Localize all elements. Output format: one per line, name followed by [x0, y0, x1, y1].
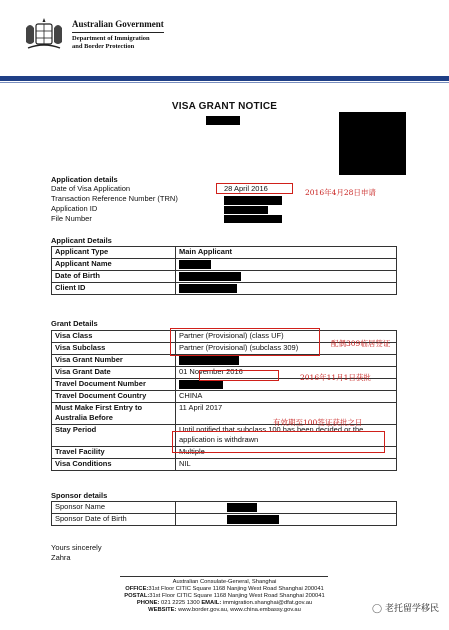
redacted-client-id	[179, 284, 237, 293]
table-row	[52, 355, 397, 367]
redacted-reference	[206, 116, 240, 125]
table-row	[52, 271, 397, 283]
applicant-details-heading: Applicant Details	[51, 236, 112, 245]
stay-period-label: Stay Period	[52, 425, 176, 447]
footer-phone-email: PHONE: 021 2225 1300 EMAIL: immigration.shanghai@dfat.gov.au	[136, 600, 313, 606]
header-bar	[0, 76, 449, 81]
trn-label: Transaction Reference Number (TRN)	[51, 194, 178, 203]
visa-conditions-label: Visa Conditions	[52, 459, 176, 471]
applicant-table	[51, 246, 397, 295]
table-row	[52, 459, 397, 471]
travel-document-country-value: CHINA	[176, 391, 397, 403]
date-of-birth-value	[176, 271, 397, 283]
table-row	[52, 283, 397, 295]
application-details-heading: Application details	[51, 175, 118, 184]
department-name: Department of Immigration and Border Protection	[72, 35, 150, 50]
footer-office: OFFICE:31st Floor CITIC Square 1168 Nanjing West Road Shanghai 200041	[125, 586, 324, 592]
first-entry-value: 11 April 2017	[176, 403, 397, 425]
visa-subclass-value: Partner (Provisional) (subclass 309)	[176, 343, 397, 355]
grant-date-highlight	[199, 370, 279, 381]
chat-icon: ◯	[372, 604, 383, 614]
header-rule	[72, 32, 164, 33]
first-entry-label: Must Make First Entry to Australia Before	[52, 403, 176, 425]
annotation-applied: 2016年4月28日申请	[305, 188, 376, 197]
signoff-name: Zahra	[51, 553, 71, 562]
date-of-birth-label: Date of Birth	[52, 271, 176, 283]
page-title: VISA GRANT NOTICE	[171, 101, 278, 112]
annotation-granted: 2016年11月1日获批	[300, 373, 371, 382]
application-date-value: 28 April 2016	[224, 184, 268, 193]
table-row	[52, 391, 397, 403]
redacted-dob	[179, 272, 241, 281]
travel-document-number-label: Travel Document Number	[52, 379, 176, 391]
sponsor-name-value	[176, 502, 397, 514]
application-id-label: Application ID	[51, 204, 98, 213]
stay-period-value: Until notified that subclass 100 has been decided or the application is withdrawn	[176, 425, 397, 447]
table-row	[52, 247, 397, 259]
redacted-file-number	[224, 215, 282, 223]
travel-facility-value: Multiple	[176, 447, 397, 459]
date-of-application-label: Date of Visa Application	[51, 184, 131, 193]
client-id-label: Client ID	[52, 283, 176, 295]
sponsor-dob-label: Sponsor Date of Birth	[52, 514, 176, 526]
file-number-label: File Number	[51, 214, 92, 223]
redacted-photo	[339, 112, 406, 175]
applicant-type-label: Applicant Type	[52, 247, 176, 259]
annotation-visa-type: 配偶309临居签证	[331, 339, 391, 348]
redacted-trn	[224, 196, 282, 205]
signoff-greeting: Yours sincerely	[51, 543, 102, 552]
visa-grant-number-label: Visa Grant Number	[52, 355, 176, 367]
visa-grant-date-label: Visa Grant Date	[52, 367, 176, 379]
watermark	[372, 601, 439, 614]
redacted-grant-number	[179, 356, 239, 365]
client-id-value	[176, 283, 397, 295]
sponsor-name-label: Sponsor Name	[52, 502, 176, 514]
grant-details-heading: Grant Details	[51, 319, 98, 328]
applicant-name-label: Applicant Name	[52, 259, 176, 271]
visa-subclass-label: Visa Subclass	[52, 343, 176, 355]
stay-period-highlight	[172, 431, 385, 453]
table-row	[52, 259, 397, 271]
header-bar-rule	[0, 82, 449, 83]
visa-grant-date-value: 01 November 2016	[176, 367, 397, 379]
applicant-name-value	[176, 259, 397, 271]
government-name: Australian Government	[72, 19, 164, 29]
sponsor-table	[51, 501, 397, 526]
table-row	[52, 514, 397, 526]
visa-class-highlight	[170, 328, 320, 356]
redacted-application-id	[224, 206, 268, 214]
visa-grant-number-value	[176, 355, 397, 367]
watermark-text: 老托留学移民	[384, 604, 439, 614]
annotation-validity: 有效期至100签证获批之日	[273, 418, 363, 427]
travel-facility-label: Travel Facility	[52, 447, 176, 459]
visa-class-value: Partner (Provisional) (class UF)	[176, 331, 397, 343]
sponsor-details-heading: Sponsor details	[51, 491, 108, 500]
redacted-sponsor-name	[227, 503, 257, 512]
visa-class-label: Visa Class	[52, 331, 176, 343]
footer-website: WEBSITE: www.border.gov.au, www.china.embassy.gov.au	[148, 607, 301, 613]
footer-rule	[120, 576, 328, 577]
visa-conditions-value: NIL	[176, 459, 397, 471]
coat-of-arms-icon	[22, 18, 66, 52]
travel-document-country-label: Travel Document Country	[52, 391, 176, 403]
sponsor-dob-value	[176, 514, 397, 526]
footer-postal: POSTAL:31st Floor CITIC Square 1168 Nanjing West Road Shanghai 200041	[124, 593, 325, 599]
applicant-type-value: Main Applicant	[176, 247, 397, 259]
redacted-sponsor-dob	[227, 515, 279, 524]
footer-consulate: Australian Consulate-General, Shanghai	[172, 579, 277, 585]
table-row	[52, 502, 397, 514]
redacted-name	[179, 260, 211, 269]
